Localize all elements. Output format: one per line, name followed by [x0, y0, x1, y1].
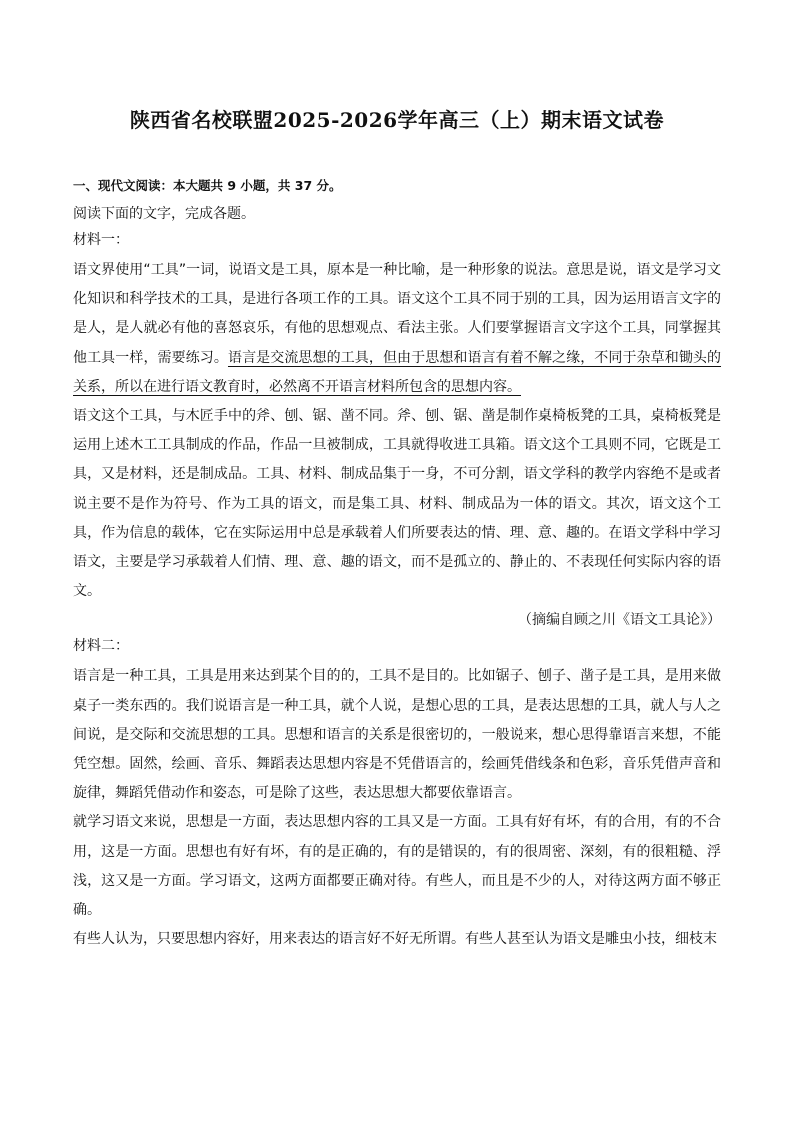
underlined-sentence: 语言是交流思想的工具，但由于思想和语言有着不解之缘，不同于杂草和锄头的关系，所以在进行语文教育时，必然离不开语言材料所包含的思想内容。: [73, 349, 722, 395]
material1-p1-text: 语文界使用“工具”一词，说语文是工具，原本是一种比喻，是一种形象的说法。意思是说，语文是学习文化知识和科学技术的工具，是进行各项工作的工具。语文这个工具不同于别的工具，因为运用语言文字的是人，是人就必有他的喜怒哀乐，有他的思想观点、看法主张。人们要掌握语言文字这个工具，同掌握其他工具一样，需要练习。: [73, 262, 721, 366]
section-heading: 一、现代文阅读：本大题共 9 小题，共 37 分。: [73, 178, 342, 193]
instruction-text: 阅读下面的文字，完成各题。: [73, 206, 255, 222]
material2-paragraph-2: 就学习语文来说，思想是一方面，表达思想内容的工具又是一方面。工具有好有坏，有的合用，有的不合用，这是一方面。思想也有好有坏，有的是正确的，有的是错误的，有的很周密、深刻，有的很粗糙、浮浅，这又是一方面。学习语文，这两方面都要正确对待。有些人，而且是不少的人，对待这两方面不够正确。: [73, 814, 721, 919]
material2-label: 材料二：: [73, 638, 129, 655]
exam-title: 陕西省名校联盟2025-2026学年高三（上）期末语文试卷: [129, 108, 665, 132]
material1-source: （摘编自顾之川《语文工具论》）: [518, 612, 721, 629]
material1-paragraph-1: [73, 256, 721, 402]
exam-content: [73, 176, 721, 954]
material2-paragraph-3: 有些人认为，只要思想内容好，用来表达的语言好不好无所谓。有些人甚至认为语文是雕虫小技，细枝末: [73, 931, 717, 948]
material1-paragraph-2: 语文这个工具，与木匠手中的斧、刨、锯、凿不同。斧、刨、锯、凿是制作桌椅板凳的工具，桌椅板凳是运用上述木工工具制成的作品，作品一旦被制成，工具就得收进工具箱。语文这个工具则不同，它既是工具，又是材料，还是制成品。工具、材料、制成品集于一身，不可分割，语文学科的教学内容绝不是或者说主要不是作为符号、作为工具的语文，而是集工具、材料、制成品为一体的语文。其次，语文这个工具，作为信息的载体，它在实际运用中总是承载着人们所要表达的情、理、意、趣的。在语文学科中学习语文，主要是学习承载着人们情、理、意、趣的语文，而不是孤立的、静止的、不表现任何实际内容的语文。: [73, 408, 721, 600]
material1-label: 材料一：: [73, 232, 129, 248]
material2-paragraph-1: 语言是一种工具，工具是用来达到某个目的的，工具不是目的。比如锯子、刨子、凿子是工具，是用来做桌子一类东西的。我们说语言是一种工具，就个人说，是想心思的工具，是表达思想的工具，就人与人之间说，是交际和交流思想的工具。思想和语言的关系是很密切的，一般说来，想心思得靠语言来想，不能凭空想。固然，绘画、音乐、舞蹈表达思想内容是不凭借语言的，绘画凭借线条和色彩，音乐凭借声音和旋律，舞蹈凭借动作和姿态，可是除了这些，表达思想大都要依靠语言。: [73, 668, 721, 802]
